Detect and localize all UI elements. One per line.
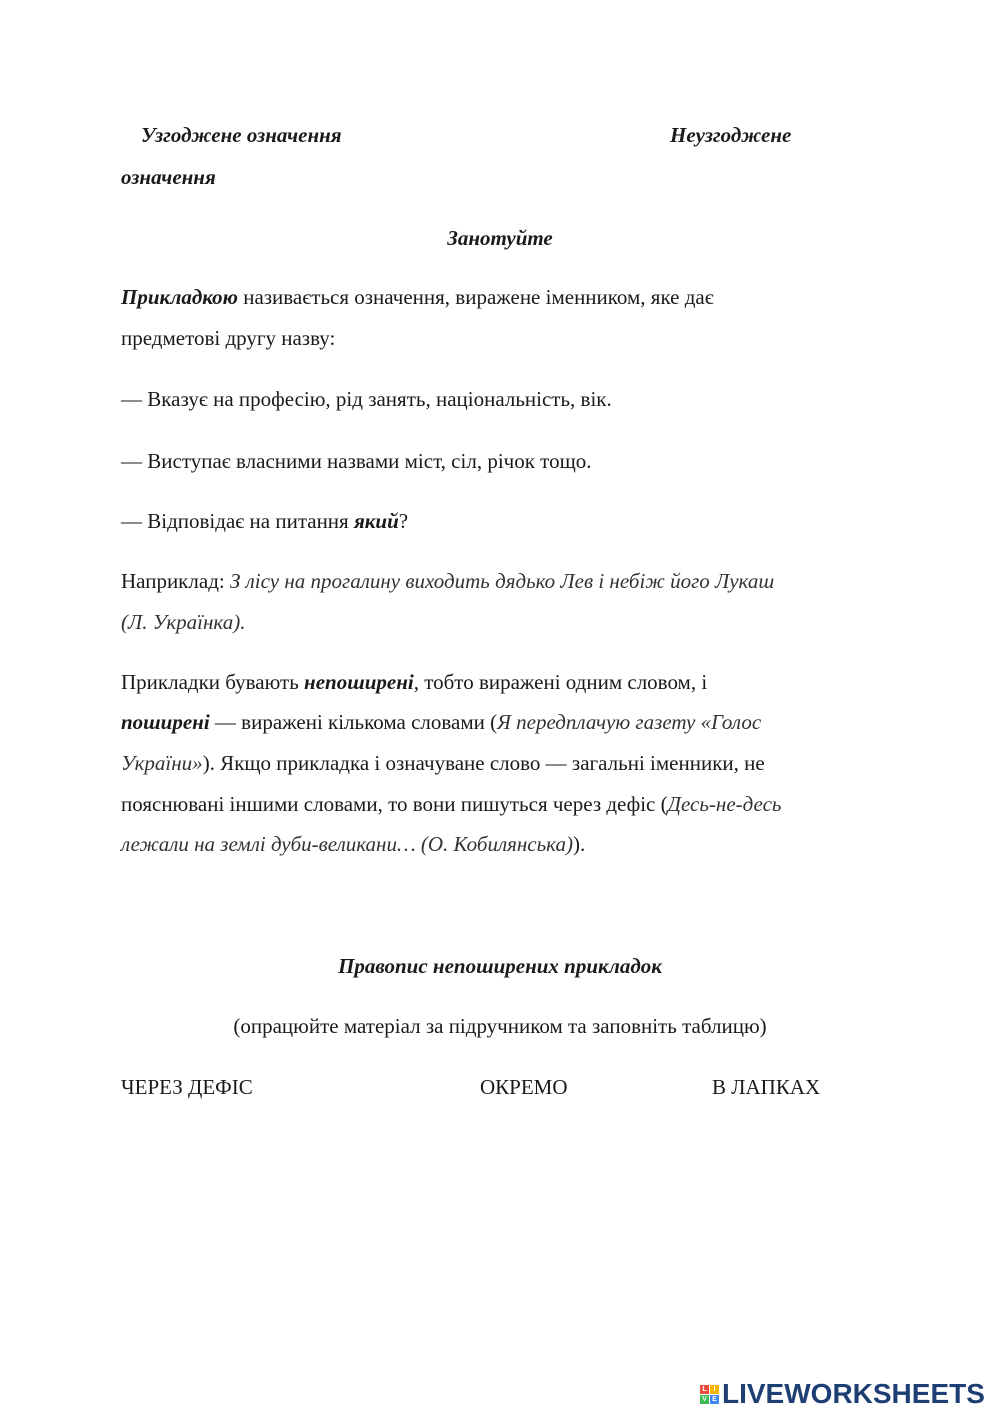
term-non-extended: непоширені (304, 670, 414, 694)
definition-line-2: предметові другу назву: (121, 326, 336, 350)
unagreed-attribute-label: Неузгоджене (670, 123, 792, 147)
paragraph-example: Я передплачую газету «Голос (497, 710, 762, 734)
paragraph-text: пояснювані іншими словами, то вони пишуться через дефіс ( (121, 792, 668, 816)
unagreed-attribute-label-continued: означення (121, 165, 216, 189)
bullet-question-suffix: ? (398, 509, 409, 533)
agreed-attribute-label: Узгоджене означення (141, 123, 342, 147)
logo-mark-icon (700, 1385, 719, 1404)
logo-letter: V (700, 1395, 709, 1404)
bullet-question-prefix: — Відповідає на питання (121, 509, 354, 533)
paragraph-text: Прикладки бувають (121, 670, 305, 694)
definition-text: називається означення, виражене іменником, яке дає (237, 285, 714, 309)
paragraph-example: України» (121, 751, 203, 775)
column-header-hyphen: ЧЕРЕЗ ДЕФІС (121, 1075, 253, 1099)
definition-line-1 (121, 287, 714, 308)
bullet-profession: — Вказує на професію, рід занять, національність, вік. (121, 387, 612, 411)
paragraph-line-4 (121, 794, 781, 815)
liveworksheets-logo (700, 1378, 985, 1410)
logo-letter: I (710, 1385, 719, 1394)
paragraph-line-3 (121, 753, 765, 774)
note-title: Занотуйте (447, 226, 553, 250)
bullet-question-emph: який (353, 509, 399, 533)
example-quote: З лісу на прогалину виходить дядько Лев і небіж його Лукаш (229, 569, 775, 593)
section-instruction: (опрацюйте матеріал за підручником та заповніть таблицю) (233, 1014, 767, 1038)
bullet-question (121, 511, 408, 532)
paragraph-text: ). (572, 832, 586, 856)
paragraph-line-5 (121, 834, 585, 855)
example-line-1 (121, 571, 774, 592)
logo-letter: E (710, 1395, 719, 1404)
paragraph-example: Десь-не-десь (667, 792, 782, 816)
column-header-quotes: В ЛАПКАХ (712, 1075, 821, 1099)
paragraph-line-1 (121, 672, 707, 693)
example-quote-source: (Л. Українка). (121, 610, 246, 634)
paragraph-line-2 (121, 712, 761, 733)
bullet-proper-names: — Виступає власними назвами міст, сіл, річок тощо. (121, 449, 592, 473)
logo-text: LIVEWORKSHEETS (722, 1378, 985, 1409)
paragraph-example: лежали на землі дуби-великани… (О. Кобилянська) (121, 832, 573, 856)
column-header-separate: ОКРЕМО (480, 1075, 568, 1099)
definition-term: Прикладкою (121, 285, 238, 309)
paragraph-text: ). Якщо прикладка і означуване слово — загальні іменники, не (202, 751, 765, 775)
section-title: Правопис непоширених прикладок (338, 954, 662, 978)
paragraph-text: — виражені кількома словами ( (209, 710, 498, 734)
logo-letter: L (700, 1385, 709, 1394)
term-extended: поширені (121, 710, 210, 734)
paragraph-text: , тобто виражені одним словом, і (413, 670, 708, 694)
example-label: Наприклад: (121, 569, 230, 593)
